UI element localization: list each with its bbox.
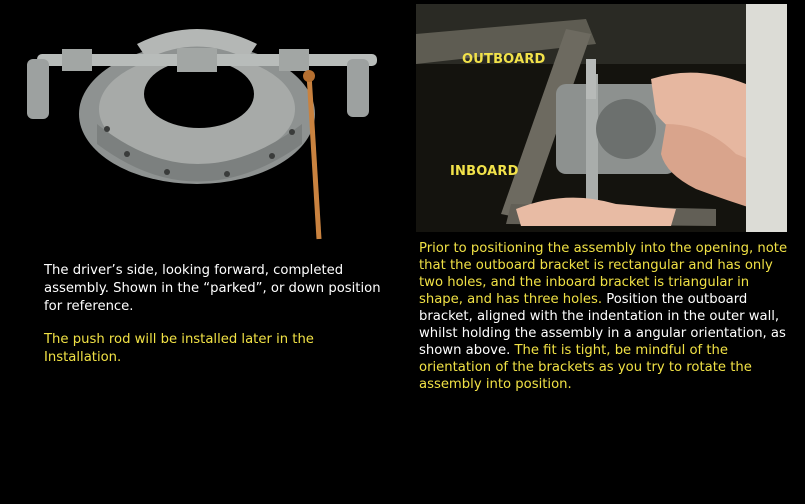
fit-warning: The fit is tight, be mindful of the orientation of the brackets as you try to rotate the assembly into position. bbox=[419, 343, 752, 392]
assembly-photo bbox=[17, 4, 398, 244]
bellhousing-assembly-photo-icon bbox=[17, 4, 398, 244]
right-caption bbox=[419, 240, 791, 393]
positioning-instruction: Position the outboard bracket, aligned with the indentation in the outer wall, whilst holding the assembly in a angular orientation, as shown above. bbox=[419, 292, 786, 358]
installation-photo bbox=[416, 4, 787, 232]
installation-hands-photo-icon bbox=[416, 4, 787, 232]
assembly-description: The driver’s side, looking forward, completed assembly. Shown in the “parked”, or down position for reference. bbox=[44, 263, 381, 314]
bracket-note: Prior to positioning the assembly into the opening, note that the outboard bracket is rectangular and has only two holes, and the inboard bracket is triangular in shape, and has three holes. bbox=[419, 241, 788, 307]
outboard-label: OUTBOARD bbox=[462, 52, 546, 67]
left-caption bbox=[44, 262, 394, 382]
inboard-label: INBOARD bbox=[450, 164, 519, 179]
push-rod-note: The push rod will be installed later in the Installation. bbox=[44, 332, 314, 365]
